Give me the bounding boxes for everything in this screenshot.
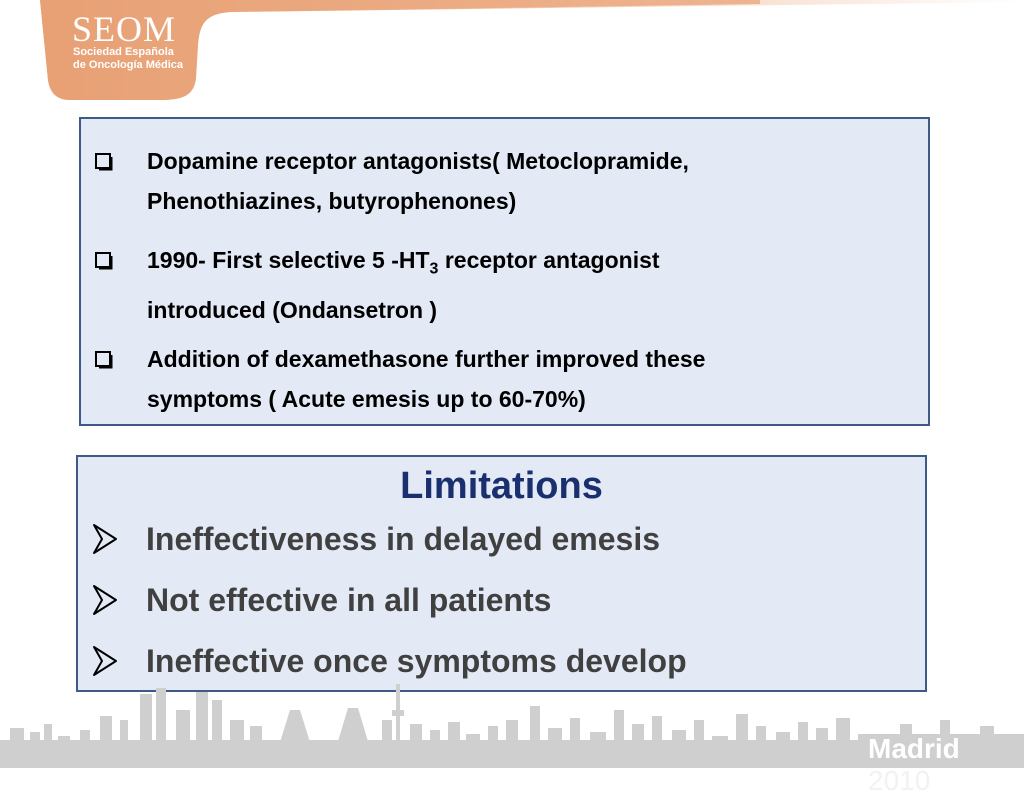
madrid-2010-label <box>868 733 1024 797</box>
checkbox-bullet-icon <box>93 349 115 371</box>
list-item-text: Ineffective once symptoms develop <box>146 643 687 679</box>
list-item-line2: symptoms ( Acute emesis up to 60-70%) <box>147 386 586 412</box>
seom-logo <box>0 0 1024 110</box>
arrow-bullet-icon <box>90 523 120 555</box>
treatment-history-box <box>79 117 930 426</box>
list-item <box>78 509 925 569</box>
list-item-text: Ineffectiveness in delayed emesis <box>146 521 661 557</box>
year-label: 2010 <box>868 765 931 796</box>
list-item-line1 <box>147 240 888 290</box>
ht3-subscript: 3 <box>429 260 439 278</box>
list-item-text <box>147 141 888 221</box>
arrow-bullet-icon <box>90 645 120 677</box>
logo-title: SEOM <box>72 9 177 49</box>
city-label: Madrid <box>868 733 960 764</box>
list-item <box>78 570 925 630</box>
checkbox-bullet-icon <box>93 151 115 173</box>
list-item-line2: introduced (Ondansetron ) <box>147 296 438 323</box>
list-item-text <box>147 240 888 330</box>
logo-subtitle-line1: Sociedad Española <box>73 46 174 58</box>
list-item-line2: Phenothiazines, butyrophenones) <box>147 188 517 214</box>
logo-subtitle-line2: de Oncología Médica <box>73 59 184 71</box>
checkbox-bullet-icon <box>93 250 115 272</box>
logo-subtitle <box>73 46 183 72</box>
line1-pre: 1990- First selective 5 -HT <box>147 247 430 273</box>
line1-post: receptor antagonist <box>438 247 660 273</box>
list-item-text <box>147 339 888 419</box>
arrow-bullet-icon <box>90 584 120 616</box>
limitations-heading: Limitations <box>400 465 603 507</box>
list-item-line1: Addition of dexamethasone further improved these <box>147 346 706 372</box>
limitations-box <box>76 455 927 692</box>
list-item-line1: Dopamine receptor antagonists( Metoclopramide, <box>147 148 689 174</box>
list-item-text: Not effective in all patients <box>146 582 552 618</box>
